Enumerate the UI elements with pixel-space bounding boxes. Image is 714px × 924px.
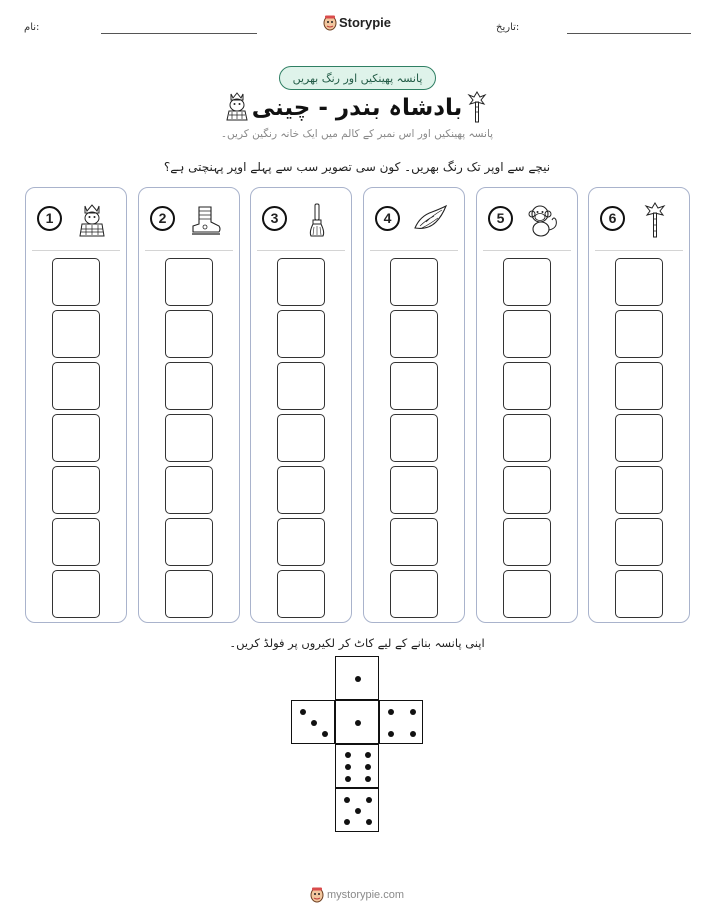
column-number: 4 xyxy=(375,206,400,231)
brush-icon xyxy=(299,202,335,238)
color-box[interactable] xyxy=(615,466,663,514)
color-box[interactable] xyxy=(390,518,438,566)
staff-icon xyxy=(637,202,673,238)
color-box[interactable] xyxy=(390,310,438,358)
color-box[interactable] xyxy=(503,414,551,462)
color-box[interactable] xyxy=(615,518,663,566)
color-box[interactable] xyxy=(277,466,325,514)
pip xyxy=(388,709,394,715)
brand-name: Storypie xyxy=(338,15,391,31)
column-4 xyxy=(363,187,465,623)
pip xyxy=(355,676,361,682)
pip xyxy=(365,776,371,782)
pip xyxy=(345,752,351,758)
column-3 xyxy=(250,187,352,623)
color-box[interactable] xyxy=(52,310,100,358)
date-line xyxy=(567,33,691,34)
color-box[interactable] xyxy=(503,258,551,306)
pip xyxy=(388,731,394,737)
pip xyxy=(344,797,350,803)
pip xyxy=(345,776,351,782)
color-box[interactable] xyxy=(277,570,325,618)
die-face-1 xyxy=(335,700,379,744)
pip xyxy=(345,764,351,770)
name-line xyxy=(101,33,257,34)
color-box[interactable] xyxy=(52,258,100,306)
column-divider xyxy=(257,250,345,251)
column-number: 3 xyxy=(262,206,287,231)
color-box[interactable] xyxy=(277,414,325,462)
die-face-5 xyxy=(335,788,379,832)
color-box[interactable] xyxy=(503,362,551,410)
color-box[interactable] xyxy=(165,258,213,306)
boot-icon xyxy=(187,202,223,238)
color-box[interactable] xyxy=(503,518,551,566)
column-divider xyxy=(145,250,233,251)
die-face-1 xyxy=(335,656,379,700)
column-number: 5 xyxy=(488,206,513,231)
color-box[interactable] xyxy=(277,258,325,306)
pip xyxy=(410,731,416,737)
name-label: نام: xyxy=(24,22,40,33)
color-box[interactable] xyxy=(52,518,100,566)
die-face-4 xyxy=(379,700,423,744)
storypie-logo-icon xyxy=(310,887,324,903)
pip xyxy=(365,752,371,758)
pip xyxy=(355,808,361,814)
column-5 xyxy=(476,187,578,623)
pip xyxy=(410,709,416,715)
monkey-icon xyxy=(525,202,561,238)
color-box[interactable] xyxy=(165,310,213,358)
color-box[interactable] xyxy=(277,310,325,358)
pip xyxy=(311,720,317,726)
pip xyxy=(322,731,328,737)
color-box[interactable] xyxy=(390,414,438,462)
color-box[interactable] xyxy=(165,518,213,566)
pip xyxy=(365,764,371,770)
color-box[interactable] xyxy=(52,466,100,514)
column-divider xyxy=(483,250,571,251)
color-box[interactable] xyxy=(615,570,663,618)
activity-pill: پانسہ پھینکیں اور رنگ بھریں xyxy=(279,66,436,90)
fold-instruction: اپنی پانسہ بنانے کے لیے کاٹ کر لکیروں پر فولڈ کریں۔ xyxy=(229,636,485,650)
color-box[interactable] xyxy=(615,310,663,358)
king-monkey-icon xyxy=(74,202,110,238)
color-box[interactable] xyxy=(615,258,663,306)
pip xyxy=(366,819,372,825)
staff-icon xyxy=(466,91,488,123)
color-box[interactable] xyxy=(165,362,213,410)
footer-url[interactable]: mystorypie.com xyxy=(326,889,405,901)
die-face-6 xyxy=(335,744,379,788)
footer xyxy=(0,887,714,903)
date-label: تاریخ: xyxy=(496,22,520,33)
color-box[interactable] xyxy=(277,518,325,566)
color-box[interactable] xyxy=(52,362,100,410)
cloud-icon xyxy=(412,202,448,238)
page-title: بادشاہ بندر - چینی xyxy=(251,95,463,121)
king-monkey-icon xyxy=(224,91,250,121)
color-box[interactable] xyxy=(165,466,213,514)
brand xyxy=(0,14,714,31)
column-number: 2 xyxy=(150,206,175,231)
subtitle: پانسہ پھینکیں اور اس نمبر کے کالم میں ایک خانہ رنگین کریں۔ xyxy=(220,128,494,140)
pip xyxy=(300,709,306,715)
color-box[interactable] xyxy=(277,362,325,410)
color-box[interactable] xyxy=(503,310,551,358)
column-divider xyxy=(370,250,458,251)
color-box[interactable] xyxy=(390,570,438,618)
color-box[interactable] xyxy=(390,362,438,410)
color-box[interactable] xyxy=(615,414,663,462)
column-2 xyxy=(138,187,240,623)
column-number: 1 xyxy=(37,206,62,231)
color-box[interactable] xyxy=(165,570,213,618)
die-face-3 xyxy=(291,700,335,744)
column-1 xyxy=(25,187,127,623)
color-box[interactable] xyxy=(52,570,100,618)
column-divider xyxy=(32,250,120,251)
color-box[interactable] xyxy=(615,362,663,410)
pip xyxy=(366,797,372,803)
storypie-logo-icon xyxy=(323,15,337,31)
color-box[interactable] xyxy=(390,258,438,306)
question-text: نیچے سے اوپر تک رنگ بھریں۔ کون سی تصویر سب سے پہلے اوپر پہنچتی ہے؟ xyxy=(163,160,551,174)
color-box[interactable] xyxy=(165,414,213,462)
color-box[interactable] xyxy=(52,414,100,462)
column-number: 6 xyxy=(600,206,625,231)
column-6 xyxy=(588,187,690,623)
color-box[interactable] xyxy=(503,466,551,514)
column-divider xyxy=(595,250,683,251)
pip xyxy=(344,819,350,825)
color-box[interactable] xyxy=(503,570,551,618)
pip xyxy=(355,720,361,726)
color-box[interactable] xyxy=(390,466,438,514)
